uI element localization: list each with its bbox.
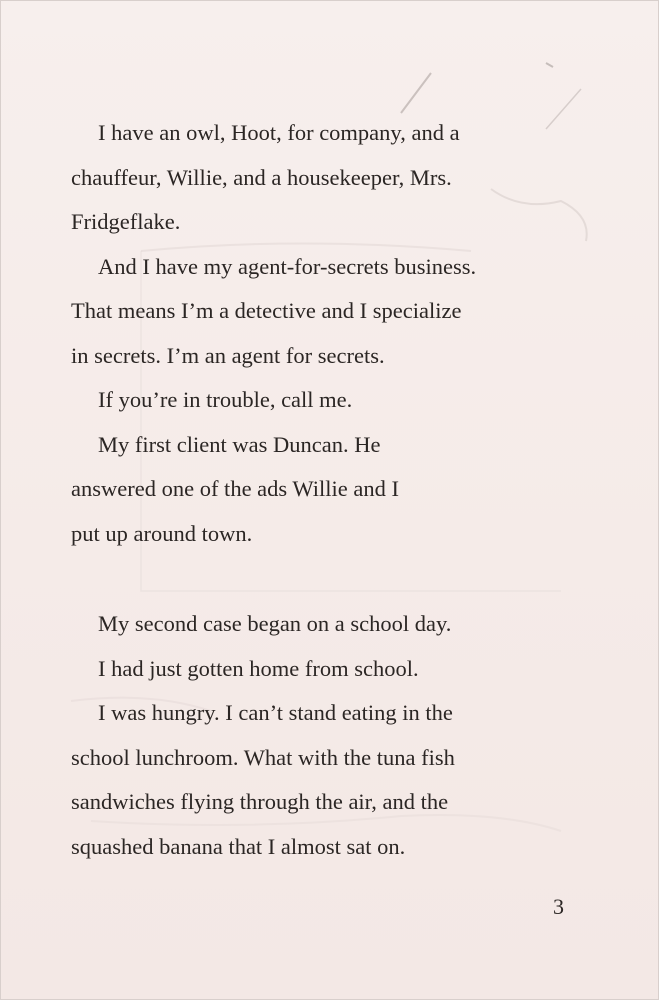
text-line: squashed banana that I almost sat on. (71, 833, 406, 859)
text-line: I had just gotten home from school. (98, 655, 419, 681)
page-number: 3 (553, 894, 564, 919)
text-line: in secrets. I’m an agent for secrets. (71, 342, 385, 368)
section-two (71, 602, 571, 869)
section-break (71, 556, 571, 602)
text-line: My second case began on a school day. (98, 611, 452, 636)
paragraph (71, 602, 571, 647)
paragraph (71, 378, 571, 423)
text-line: If you’re in trouble, call me. (98, 387, 353, 412)
text-line: school lunchroom. What with the tuna fish (71, 744, 455, 770)
paragraph (71, 423, 571, 557)
paragraph (71, 691, 571, 869)
text-line: Fridgeflake. (71, 209, 181, 234)
paragraph (71, 647, 571, 692)
body-text (71, 111, 571, 869)
paragraph (71, 111, 571, 245)
text-line: I was hungry. I can’t stand eating in the (98, 700, 453, 725)
text-line: I have an owl, Hoot, for company, and a (98, 120, 460, 145)
text-line: My first client was Duncan. He (98, 431, 381, 457)
section-one (71, 111, 571, 556)
text-line: That means I’m a detective and I specialize (71, 298, 462, 323)
text-line: chauffeur, Willie, and a housekeeper, Mrs. (71, 164, 452, 190)
text-line: answered one of the ads Willie and I (71, 476, 399, 501)
paragraph (71, 245, 571, 379)
text-line: put up around town. (71, 520, 253, 546)
text-line: And I have my agent-for-secrets business. (98, 253, 477, 279)
text-line: sandwiches flying through the air, and the (71, 789, 449, 814)
